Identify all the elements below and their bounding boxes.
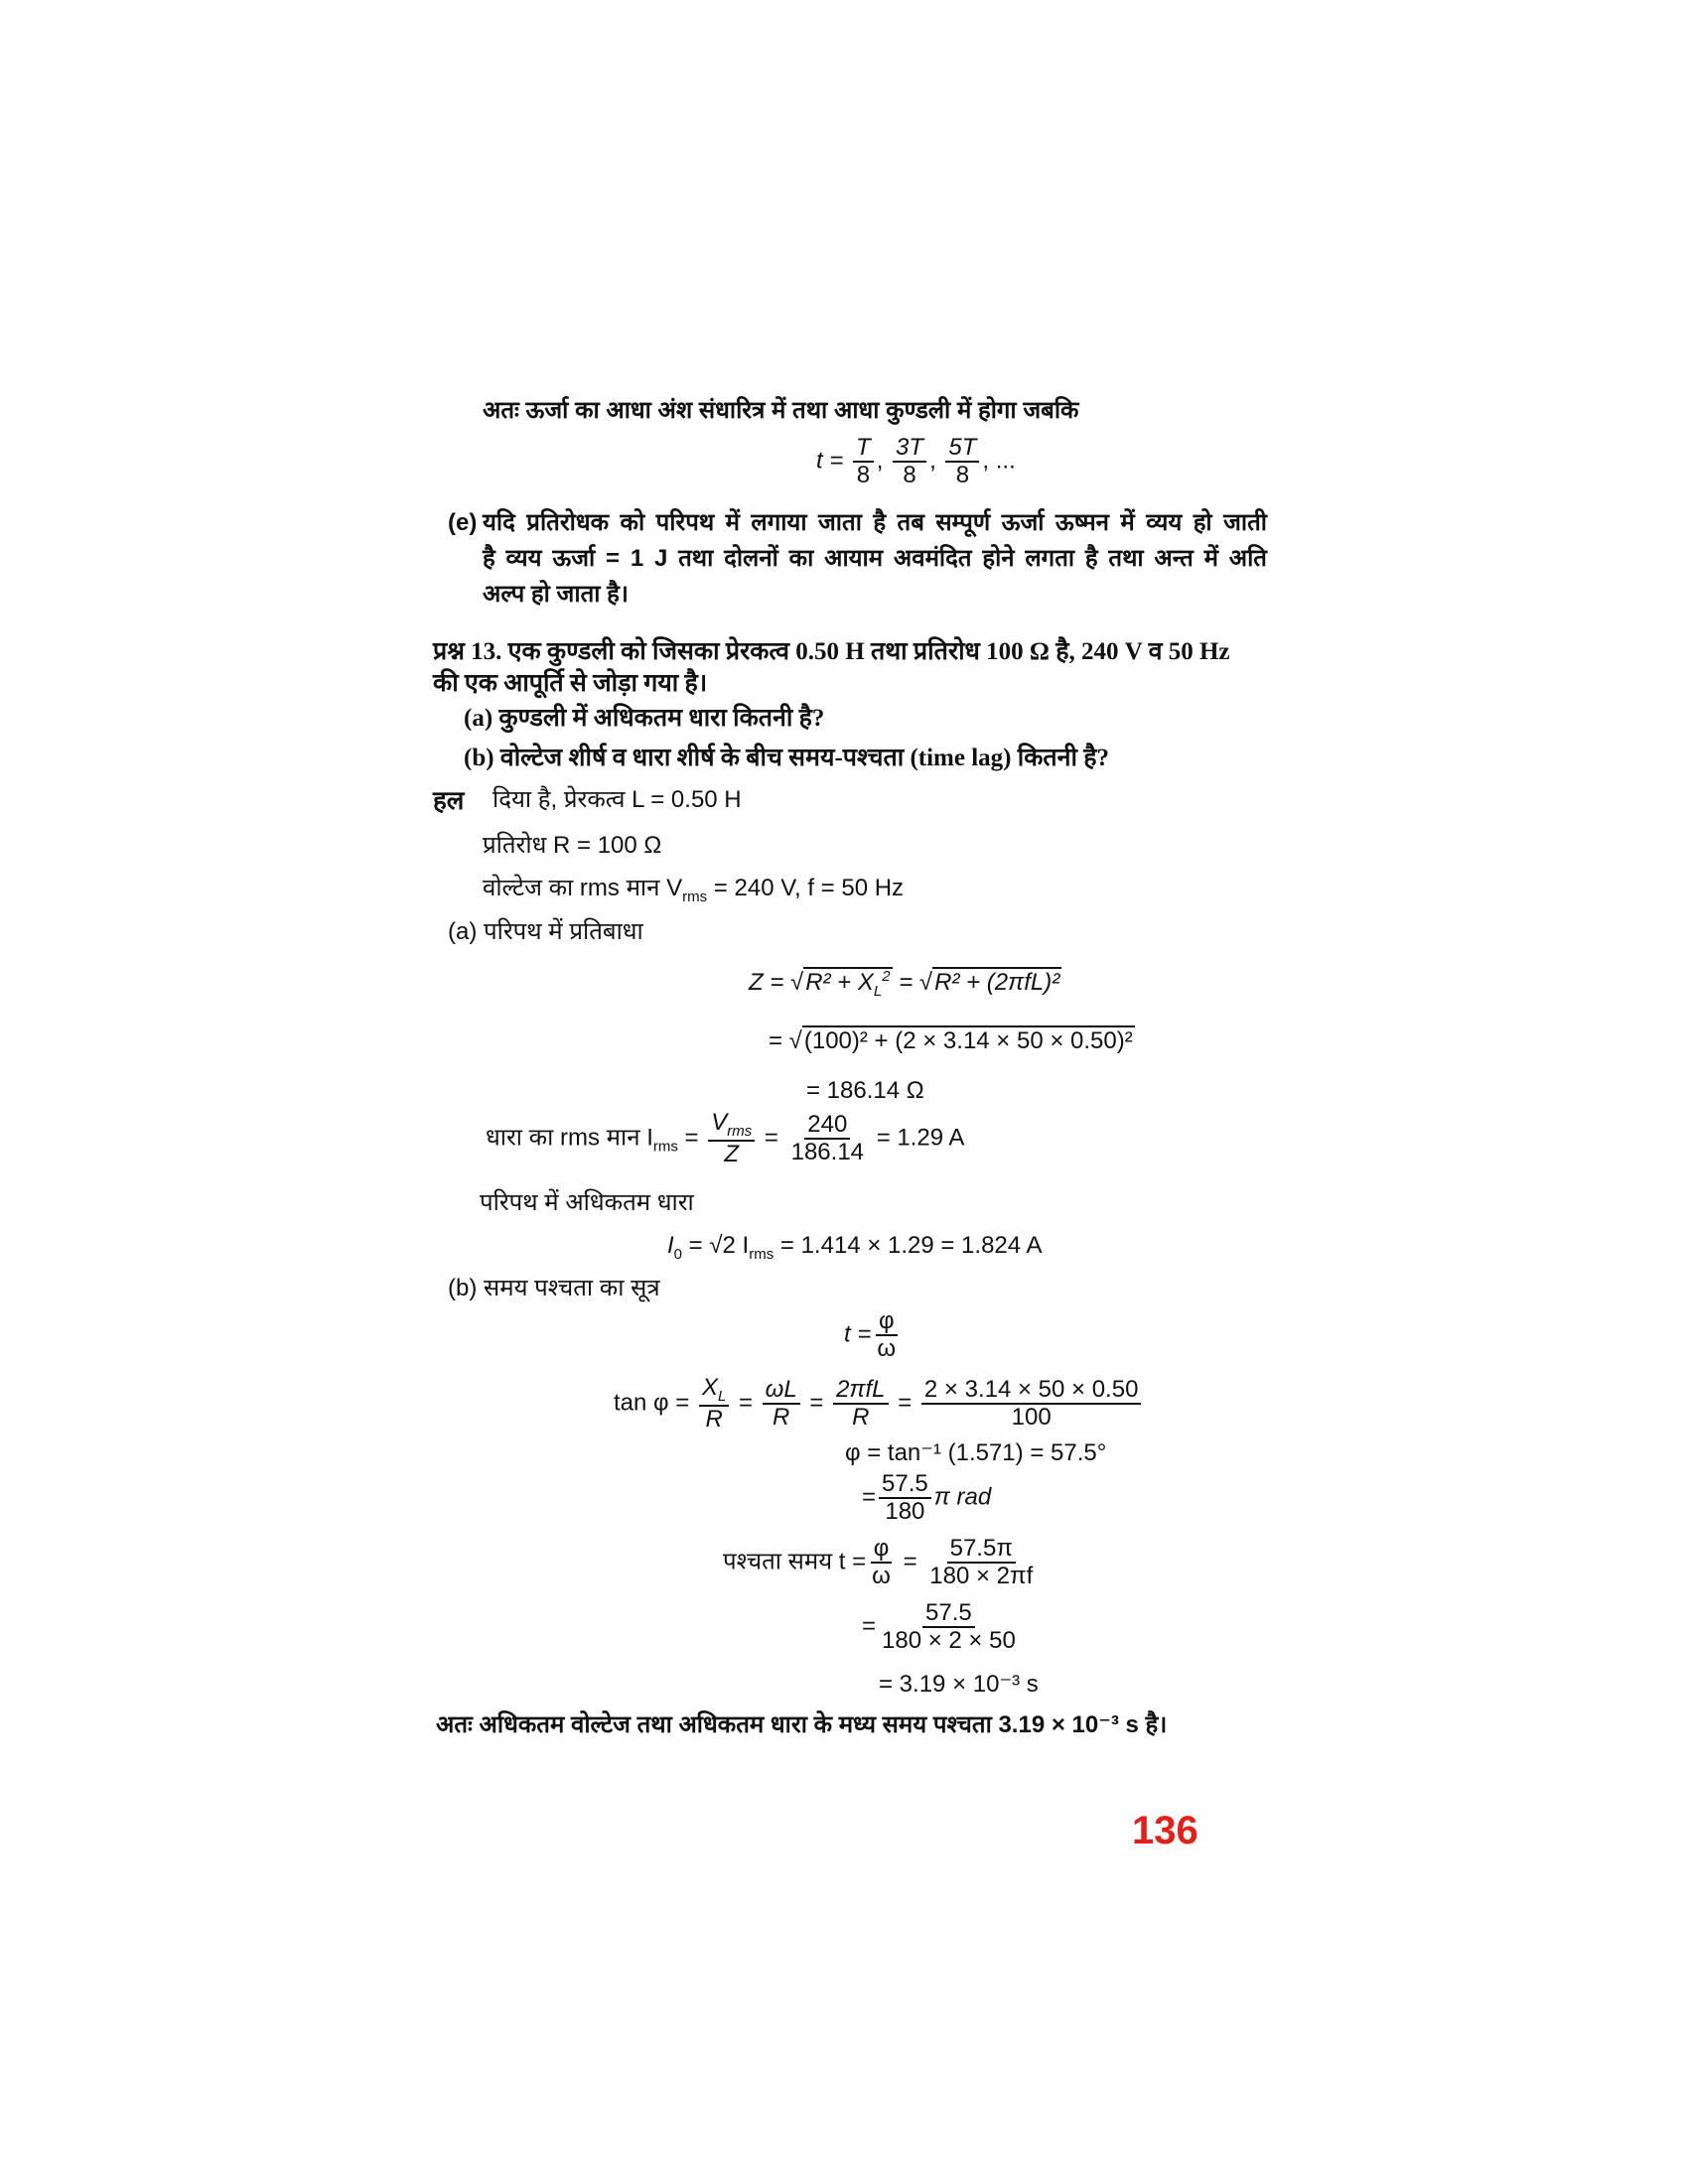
lag-time-eq2	[862, 1600, 1022, 1655]
solution-label: हल	[433, 785, 465, 815]
fraction	[879, 1471, 931, 1526]
num: ωL	[763, 1377, 800, 1405]
sub: rms	[749, 1245, 774, 1263]
part-e-line1: यदि प्रतिरोधक को परिपथ में लगाया जाता है तब सम्पूर्ण ऊर्जा ऊष्मन में व्यय हो जाती	[483, 509, 1267, 536]
den: 186.14	[790, 1139, 865, 1166]
i0-eq	[667, 1232, 1042, 1264]
lag-time-eq: पश्चता समय t = $\frac{\varphi}{\omega}$ = $\frac{57.5\pi}{180 \times 2\pi f}$	[723, 1536, 1039, 1590]
tan-eq: tan φ = $\frac{X_L}{R}$ = $\frac{\omega L}{R}$ = 2πfL R = $\frac{2 \times 3.14 \times 50 \times 0.50}{100}$	[614, 1375, 1144, 1433]
question-part-b: (b) वोल्टेज शीर्ष व धारा शीर्ष के बीच समय-पश्चता (time lag) कितनी है?	[464, 745, 1110, 771]
fraction	[869, 1536, 894, 1590]
fraction	[874, 1308, 899, 1363]
t: (100)² + (2 × 3.14 × 50 × 0.50)²	[803, 1027, 1133, 1054]
fraction	[893, 435, 926, 489]
den: 180 × 2 × 50	[882, 1627, 1016, 1655]
part-e-label: (e)	[448, 509, 478, 536]
vrms-label: वोल्टेज का rms मान V	[483, 875, 683, 901]
question-line1: प्रश्न 13. एक कुण्डली को जिसका प्रेरकत्व 0.50 H तथा प्रतिरोध 100 Ω है, 240 V व 50 Hz	[433, 638, 1230, 665]
num: 3T	[893, 435, 926, 463]
fraction	[921, 1377, 1142, 1432]
num: 57.5	[922, 1600, 975, 1628]
t: = 1.414 × 1.29 = 1.824 A	[774, 1232, 1043, 1259]
num: φ	[876, 1308, 898, 1336]
t-equation: t = $\frac{T}{8}$ , $\frac{3T}{8}$ , $\frac{5T}{8}$ , ...	[816, 434, 1016, 489]
fraction	[708, 1110, 755, 1168]
impedance-eq2	[769, 1027, 1135, 1056]
given-inductance: दिया है, प्रेरकत्व L = 0.50 H	[492, 786, 742, 813]
phi-eq: φ = tan⁻¹ (1.571) = 57.5°	[845, 1439, 1107, 1466]
phi-rad-eq	[862, 1471, 991, 1526]
num: 240	[804, 1112, 850, 1140]
num: φ	[871, 1536, 893, 1564]
page-number: 136	[1132, 1809, 1198, 1852]
den: 180	[885, 1498, 925, 1526]
sup: 2	[882, 968, 891, 985]
question-line2: की एक आपूर्ति से जोड़ा गया है।	[433, 670, 708, 697]
sub: rms	[652, 1138, 678, 1156]
t: = √	[769, 1027, 802, 1054]
num: T	[853, 435, 874, 463]
den: ω	[877, 1335, 897, 1363]
fraction	[833, 1377, 888, 1432]
t: धारा का rms मान I	[486, 1124, 653, 1152]
part-e-line2: है व्यय ऊर्जा = 1 J तथा दोलनों का आयाम अवमंदित होने लगता है तथा अन्त में अति	[483, 545, 1267, 572]
t: = √2 I	[682, 1232, 750, 1259]
den: ω	[872, 1563, 891, 1590]
den: 180 × 2πf	[929, 1563, 1034, 1590]
num: X	[701, 1374, 718, 1401]
sub: rms	[682, 887, 708, 905]
den: 8	[955, 462, 970, 489]
t: π rad	[933, 1483, 992, 1511]
lag-heading: (b) समय पश्चता का सूत्र	[448, 1275, 660, 1301]
fraction	[926, 1536, 1036, 1590]
t: =	[862, 1612, 877, 1640]
fraction	[853, 435, 874, 489]
den: R	[773, 1404, 790, 1432]
impedance-result: = 186.14 Ω	[806, 1077, 924, 1104]
den: R	[852, 1404, 870, 1432]
intro-text: अतः ऊर्जा का आधा अंश संधारित्र में तथा आधा कुण्डली में होगा जबकि	[483, 397, 1079, 424]
sub: L	[873, 982, 883, 1000]
t-label: t =	[816, 447, 844, 475]
t: पश्चता समय t =	[723, 1548, 867, 1575]
t: R² + (2πfL)²	[934, 969, 1060, 996]
t: = √	[892, 969, 933, 996]
impedance-eq1	[749, 968, 1061, 1001]
den: R	[705, 1406, 723, 1433]
irms-eq: धारा का rms मान $I_{rms}$ = $V_{rms}$ Z = $\frac{240}{186.14}$ = 1.29 A	[486, 1109, 965, 1168]
lag-result: = 3.19 × 10⁻³ s	[879, 1671, 1039, 1698]
t: Z = √	[749, 969, 804, 996]
t: =	[862, 1483, 877, 1511]
num: 5T	[945, 435, 979, 463]
t: tan φ =	[614, 1389, 690, 1417]
den: 8	[856, 462, 871, 489]
given-resistance: प्रतिरोध R = 100 Ω	[483, 832, 662, 859]
num: 57.5π	[947, 1536, 1016, 1564]
t-formula	[844, 1308, 902, 1363]
vrms-value: = 240 V, f = 50 Hz	[707, 875, 905, 901]
ellipsis: , ...	[982, 447, 1016, 475]
sub: rms	[727, 1122, 753, 1140]
den: 8	[903, 462, 916, 489]
conclusion: अतः अधिकतम वोल्टेज तथा अधिकतम धारा के मध्य समय पश्चता 3.19 × 10⁻³ s है।	[436, 1711, 1168, 1738]
den: Z	[724, 1141, 740, 1168]
part-e-line3: अल्प हो जाता है।	[483, 581, 629, 608]
sub: 0	[673, 1245, 683, 1263]
t: t =	[844, 1320, 872, 1348]
fraction	[879, 1600, 1019, 1655]
fraction	[788, 1112, 867, 1166]
t: =	[677, 1124, 699, 1152]
num: V	[711, 1109, 728, 1136]
impedance-heading: (a) परिपथ में प्रतिबाधा	[448, 918, 643, 945]
t: = 1.29 A	[876, 1124, 965, 1152]
given-vrms	[483, 875, 904, 906]
num: 2πfL	[833, 1377, 888, 1405]
t: R² + X	[805, 969, 874, 996]
num: 2 × 3.14 × 50 × 0.50	[921, 1377, 1142, 1405]
num: 57.5	[879, 1471, 931, 1499]
sub: L	[717, 1387, 727, 1405]
den: 100	[1011, 1404, 1052, 1432]
fraction	[945, 435, 979, 489]
imax-heading: परिपथ में अधिकतम धारा	[480, 1189, 694, 1216]
fraction	[699, 1375, 729, 1433]
t: I	[667, 1232, 674, 1259]
fraction	[763, 1377, 800, 1432]
question-part-a: (a) कुण्डली में अधिकतम धारा कितनी है?	[464, 705, 825, 732]
